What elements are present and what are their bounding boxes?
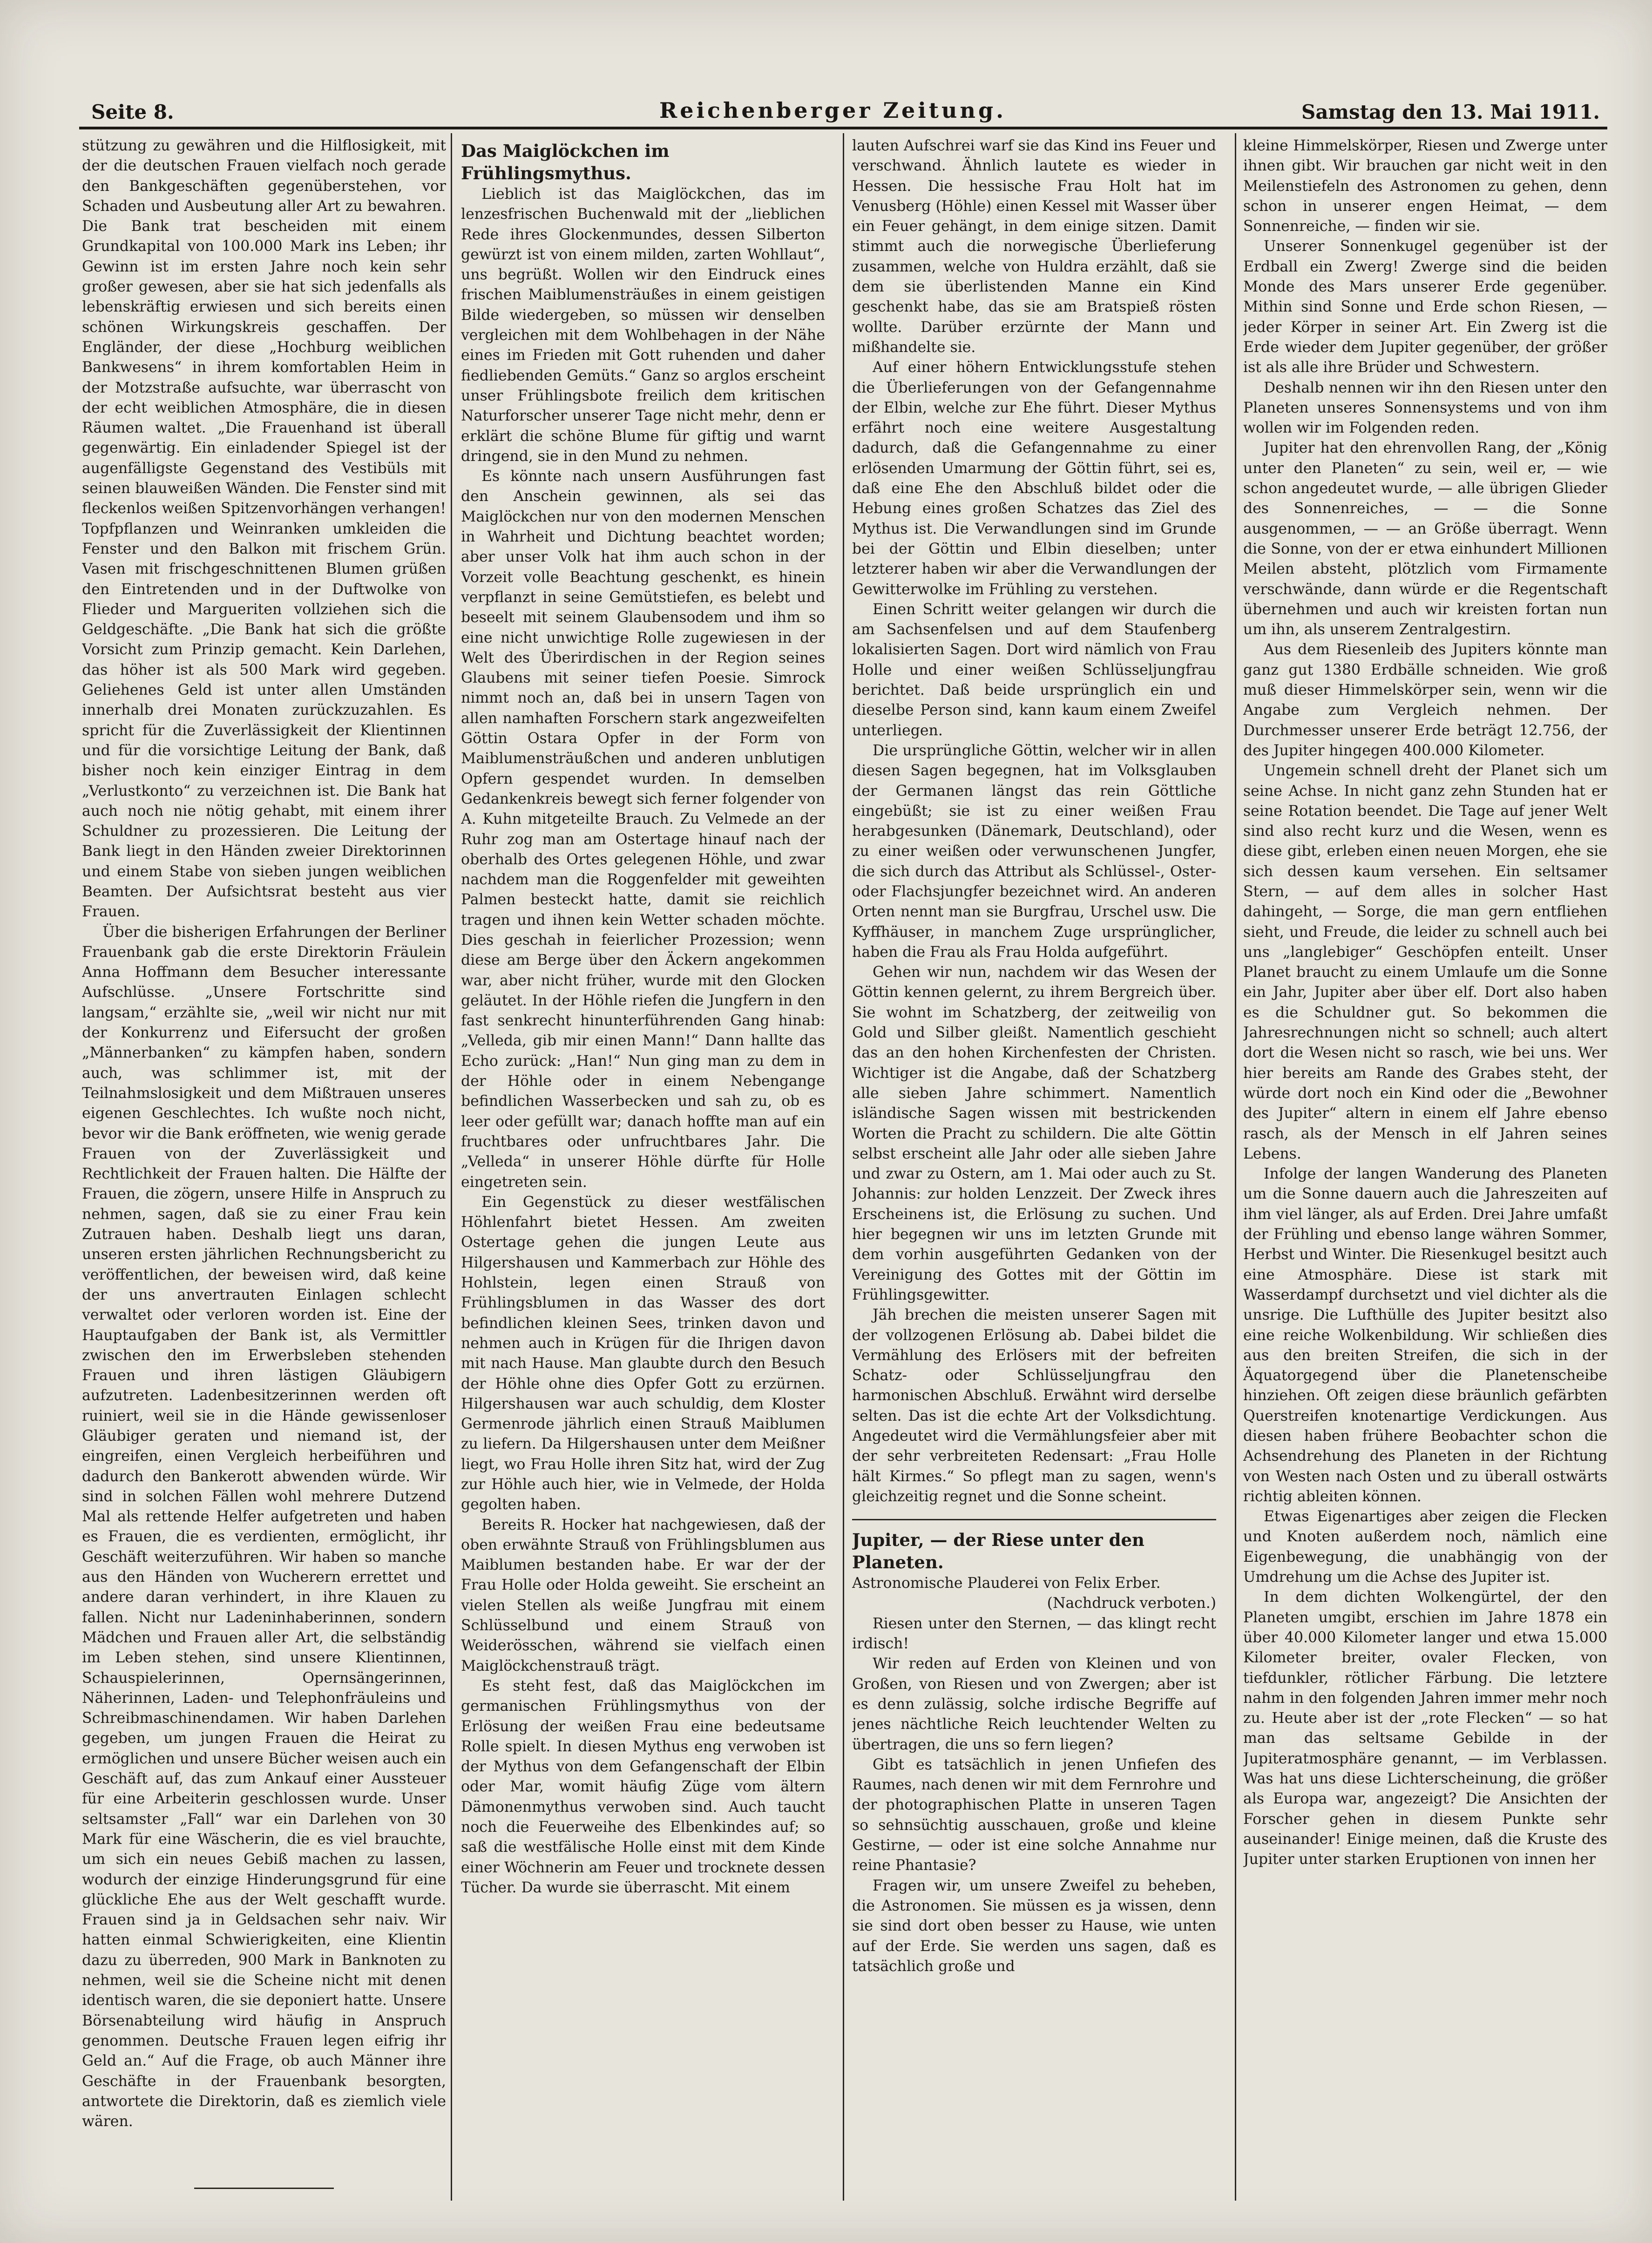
paragraph: Einen Schritt weiter gelangen wir durch die am Sachsenfelsen und auf dem Staufenberg lokalisierten Sagen. Dort wird nämlich von Frau Holle und einer weißen Schlüsseljungfrau berichtet. Daß beide ursprünglich ein und dieselbe Person sind, kann kaum einem Zweifel unterliegen. xyxy=(852,601,1216,739)
column-4 xyxy=(1243,136,1607,2222)
paragraph: Ein Gegenstück zu dieser westfälischen Höhlenfahrt bietet Hessen. Am zweiten Ostertage gehen die jungen Leute aus Hilgershausen und Kammerbach zur Höhle des Hohlstein, legen einen Strauß von Frühlingsblumen in das Wasser des dort befindlichen kleinen Sees, trinken davon und nehmen auch in Krügen für die Ihrigen davon mit nach Hause. Man glaubte durch den Besuch der Höhle ohne dies Opfer Gott zu erzürnen. Hilgershausen war auch schuldig, dem Kloster Germenrode jährlich einen Strauß Maiblumen zu liefern. Da Hilgershausen unter dem Meißner liegt, wo Frau Holle ihren Sitz hat, wird der Zug zur Höhle auch hier, wie in Velmede, der Holda gegolten haben. xyxy=(461,1193,825,1513)
page-number: Seite 8. xyxy=(91,101,174,123)
article-title: Das Maiglöckchen im Frühlingsmythus. xyxy=(461,141,670,183)
paragraph: lauten Aufschrei warf sie das Kind ins Feuer und verschwand. Ähnlich lautete es wieder in Hessen. Die hessische Frau Holt hat im Venusberg (Höhle) einen Kessel mit Wasser über ein Feuer gehängt, in dem einige sitzen. Damit stimmt auch die norwegische Überlieferung zusammen, welche von Huldra erzählt, daß sie dem sie überlistenden Manne ein Kind geschenkt habe, das sie am Bratspieß rösten wollte. Darüber erzürnte der Mann und mißhandelte sie. xyxy=(852,137,1216,356)
paragraph: Infolge der langen Wanderung des Planeten um die Sonne dauern auch die Jahreszeiten auf ihm viel länger, als auf Erden. Drei Jahre umfaßt der Frühling und ebenso lange währen Sommer, Herbst und Winter. Die Riesenkugel besitzt auch eine Atmosphäre. Diese ist stark mit Wasserdampf durchsetzt und viel dichter als die unsrige. Die Lufthülle des Jupiter besitzt also eine reiche Wolkenbildung. Wir schließen dies aus den breiten Streifen, die sich in der Äquatorgegend über die Planetenscheibe hinziehen. Oft zeigen diese bräunlich gefärbten Querstreifen knotenartige Verdickungen. Aus diesen haben frühere Beobachter schon die Achsendrehung des Planeten in der Richtung von Westen nach Osten und zu überall ostwärts richtig ableiten können. xyxy=(1243,1166,1607,1505)
column-3 xyxy=(852,136,1216,2222)
paragraph: Über die bisherigen Erfahrungen der Berliner Frauenbank gab die erste Direktorin Fräulein Anna Hoffmann dem Besucher interessante Aufschlüsse. „Unsere Fortschritte sind langsam,“ erzählte sie, „weil wir nicht nur mit der Konkurrenz und Eifersucht der großen „Männerbanken“ zu kämpfen haben, sondern auch, was schlimmer ist, mit der Teilnahmslosigkeit und dem Mißtrauen unseres eigenen Geschlechtes. Ich wußte noch nicht, bevor wir die Bank eröffneten, wie wenig gerade Frauen von der Zuverlässigkeit und Rechtlichkeit der Frauen halten. Die Hälfte der Frauen, die zögern, unsere Hilfe in Anspruch zu nehmen, sagen, daß sie zu einer Frau kein Zutrauen haben. Deshalb liegt uns daran, unseren ersten jährlichen Rechnungsbericht zu veröffentlichen, der beweisen wird, daß keine der uns anvertrauten Einlagen schlecht verwaltet oder verloren worden ist. Eine der Hauptaufgaben der Bank ist, als Vermittler zwischen den im Erwerbsleben stehenden Frauen und ihren lästigen Gläubigern aufzutreten. Ladenbesitzerinnen werden oft ruiniert, weil sie in die Hände gewissenloser Gläubiger geraten und niemand ist, der eingreifen, einen Vergleich herbeiführen und dadurch den Bankerott abwenden würde. Wir sind in solchen Fällen wohl mehrere Dutzend Mal als rettende Helfer aufgetreten und haben es Frauen, die es verdienten, ermöglicht, ihr Geschäft weiterzuführen. Wir haben so manche aus den Händen von Wucherern errettet und andere daran verhindert, in ihre Klauen zu fallen. Nicht nur Ladeninhaberinnen, sondern Mädchen und Frauen aller Art, die selbständig im Leben stehen, sind unsere Klientinnen, Schauspielerinnen, Opernsängerinnen, Näherinnen, Laden- und Telephonfräuleins und Schreibmaschinendamen. Wir haben Darlehen gegeben, um jungen Frauen die Heirat zu ermöglichen und unsere Bücher weisen auch ein Geschäft auf, das zum Ankauf einer Aussteuer für eine Arbeiterin geschlossen wurde. Unser seltsamster „Fall“ war ein Darlehen von 30 Mark für eine Wäscherin, die es viel brauchte, um sich ein neues Gebiß machen zu lassen, wodurch der einzige Hinderungsgrund für eine glückliche Ehe aus der Welt geschafft wurde. Frauen sind ja in Geldsachen sehr naiv. Wir hatten einmal Schwierigkeiten, eine Klientin dazu zu überreden, 900 Mark in Banknoten zu nehmen, weil sie die Scheine nicht mit denen identisch waren, die sie deponiert hatte. Unsere Börsenabteilung wird häufig in Anspruch genommen. Deutsche Frauen legen eifrig ihr Geld an.“ Auf die Frage, ob auch Männer ihre Geschäfte in der Frauenbank besorgten, antwortete die Direktorin, daß es ziemlich viele wären. xyxy=(82,923,446,2130)
column-rule xyxy=(1235,133,1236,2201)
article-subtitle: Astronomische Plauderei von Felix Erber. xyxy=(852,1575,1161,1592)
paragraph: Lieblich ist das Maiglöckchen, das im lenzesfrischen Buchenwald mit der „lieblichen Rede ihres Glockenmundes, dessen Silberton gewürzt ist von einem milden, zarten Wohllaut“, uns begrüßt. Wollen wir den Eindruck eines frischen Maiblumensträußes in einem geistigen Bilde wiedergeben, so müssen wir denselben vergleichen mit dem Wohlbehagen in der Nähe eines im Frieden mit Gott ruhenden und daher fiedliebenden Gemüts.“ Ganz so arglos erscheint unser Frühlingsbote freilich dem kritischen Naturforscher unserer Tage nicht mehr, denn er erklärt die schöne Blume für giftig und warnt dringend, sie in den Mund zu nehmen. xyxy=(461,186,825,465)
paragraph: Die ursprüngliche Göttin, welcher wir in allen diesen Sagen begegnen, hat im Volksglauben der Germanen längst das rein Göttliche eingebüßt; sie ist zu einer weißen Frau herabgesunken (Dänemark, Deutschland), oder zu einer weißen oder verwunschenen Jungfer, die sich durch das Attribut als Schlüssel-, Oster- oder Flachsjungfer bezeichnet wird. An anderen Orten nennt man sie Burgfrau, Urschel usw. Die Kyffhäuser, in manchem Zuge ursprünglicher, haben die Frau als Frau Holda aufgeführt. xyxy=(852,742,1216,961)
paragraph: Gehen wir nun, nachdem wir das Wesen der Göttin kennen gelernt, zu ihrem Bergreich über. Sie wohnt im Schatzberg, der zeitweilig von Gold und Silber gleißt. Namentlich geschieht das an den hohen Kirchenfesten der Christen. Wichtiger ist die Angabe, daß der Schatzberg alle sieben Jahre schimmert. Namentlich isländische Sagen wissen mit bestrickenden Worten die Pracht zu schildern. Die alte Göttin selbst erscheint alle Jahr oder alle sieben Jahre und zwar zu Ostern, am 1. Mai oder auch zu St. Johannis: zur holden Lenzzeit. Der Zweck ihres Erscheinens ist, die Erlösung zu suchen. Und hier begegnen wir uns im letzten Grunde mit dem vorhin ausgeführten Gedanken von der Vereinigung des Gottes mit der Göttin im Frühlingsgewitter. xyxy=(852,964,1216,1303)
paragraph: Deshalb nennen wir ihn den Riesen unter den Planeten unseres Sonnensystems und von ihm wollen wir im Folgenden reden. xyxy=(1243,379,1607,437)
column-2 xyxy=(461,140,825,2226)
paragraph: Etwas Eigenartiges aber zeigen die Flecken und Knoten außerdem noch, nämlich eine Eigenbewegung, die unabhängig von der Umdrehung um die Achse des Jupiter ist. xyxy=(1243,1508,1607,1586)
paragraph: Aus dem Riesenleib des Jupiters könnte man ganz gut 1380 Erdbälle schneiden. Wie groß muß dieser Himmelskörper sein, wenn wir die Angabe zum Vergleich nehmen. Der Durchmesser unserer Erde beträgt 12.756, der des Jupiter hingegen 400.000 Kilometer. xyxy=(1243,641,1607,759)
paragraph: stützung zu gewähren und die Hilflosigkeit, mit der die deutschen Frauen vielfach noch gerade den Bankgeschäften gegenüberstehen, vor Schaden und Ausbeutung aller Art zu bewahren. Die Bank trat bescheiden mit einem Grundkapital von 100.000 Mark ins Leben; ihr Gewinn ist im ersten Jahre noch kein sehr großer gewesen, aber sie hat sich jedenfalls als lebenskräftig erwiesen und sich bereits einen schönen Wirkungskreis geschaffen. Der Engländer, der diese „Hochburg weiblichen Bankwesens“ in ihrem komfortablen Heim in der Motzstraße aufsuchte, war überrascht von der echt weiblichen Atmosphäre, die in diesen Räumen waltet. „Die Frauenhand ist überall gegenwärtig. Ein einladender Spiegel ist der augenfälligste Gegenstand des Vestibüls mit seinen blauweißen Wänden. Die Fenster sind mit fleckenlos weißen Spitzenvorhängen verhangen! Topfpflanzen und Weinranken umkleiden die Fenster und den Balkon mit frischem Grün. Vasen mit frischgeschnittenen Blumen grüßen den Eintretenden und in der Duftwolke von Flieder und Margueriten vollziehen sich die Geldgeschäfte. „Die Bank hat sich die größte Vorsicht zum Prinzip gemacht. Kein Darlehen, das höher ist als 500 Mark wird gegeben. Geliehenes Geld ist unter allen Umständen innerhalb drei Monaten zurückzuzahlen. Es spricht für die Zuverlässigkeit der Klientinnen und für die vorsichtige Leitung der Bank, daß bisher noch kein einziger Eintrag in dem „Verlustkonto“ zu verzeichnen ist. Die Bank hat auch noch nie nötig gehabt, mit einem ihrer Schuldner zu prozessieren. Die Leitung der Bank liegt in den Händen zweier Direktorinnen und einem Stabe von sieben jungen weiblichen Beamten. Der Aufsichtsrat besteht aus vier Frauen. xyxy=(82,137,446,921)
reprint-note: (Nachdruck verboten.) xyxy=(1047,1595,1216,1612)
paragraph: Gibt es tatsächlich in jenen Unfiefen des Raumes, nach denen wir mit dem Fernrohre und der photographischen Platte in unseren Tagen so sehnsüchtig ausschauen, große und kleine Gestirne, — oder ist eine solche Annahme nur reine Phantasie? xyxy=(852,1756,1216,1874)
paragraph: Jupiter hat den ehrenvollen Rang, der „König unter den Planeten“ zu sein, weil er, — wie schon angedeutet wurde, — alle übrigen Glieder des Sonnenreiches, — — die Sonne ausgenommen, — — an Größe überragt. Wenn die Sonne, von der er etwa einhundert Millionen Meilen absteht, plötzlich vom Firmamente verschwände, dann würde er die Regentschaft übernehmen und auch wir kreisten fortan nun um ihn, als unserem Zentralgestirn. xyxy=(1243,440,1607,638)
article-end-rule xyxy=(194,2188,334,2189)
header-rule xyxy=(79,127,1607,129)
paragraph: Wir reden auf Erden von Kleinen und von Großen, von Riesen und von Zwergen; aber ist es denn zulässig, solche irdische Begriffe auf jenes nächtliche Reich leuchtender Welten zu übertragen, die uns so fern liegen? xyxy=(852,1655,1216,1753)
paragraph: Es könnte nach unsern Ausführungen fast den Anschein gewinnen, als sei das Maiglöckchen nur von den modernen Menschen in Wahrheit und Dichtung beachtet worden; aber unser Volk hat ihm auch schon in der Vorzeit volle Beachtung geschenkt, es hinein verpflanzt in seine Gemütstiefen, es belebt und beseelt mit seinem Glaubensodem und ihm so eine nicht unwichtige Rolle zugewiesen in der Welt des Überirdischen in der Region seines Glaubens mit seiner tiefen Poesie. Simrock nimmt noch an, daß bei in unsern Tagen von allen namhaften Forschern stark angezweifelten Göttin Ostara Opfer in der Form von Maiblumensträußchen und anderen unblutigen Opfern gespendet wurden. In demselben Gedankenkreis bewegt sich ferner folgender von A. Kuhn mitgeteilte Brauch. Zu Velmede an der Ruhr zog man am Ostertage hinauf nach der oberhalb des Ortes gelegenen Höhle, und zwar nachdem man die Roggenfelder mit geweihten Palmen besteckt hatte, damit sie reichlich tragen und ihnen kein Wetter schaden möchte. Dies geschah in feierlicher Prozession; wenn diese am Berge über den Äckern angekommen war, aber nicht früher, wurde mit den Glocken geläutet. In der Höhle riefen die Jungfern in den fast senkrecht hinunterführenden Gang hinab: „Velleda, gib mir einen Mann!“ Dann hallte das Echo zurück: „Han!“ Nun ging man zu dem in der Höhle oder in einem Nebengange befindlichen Wasserbecken und sah zu, ob es leer oder gefüllt war; danach hoffte man auf ein fruchtbares oder unfruchtbares Jahr. Die „Velleda“ in unserer Höhle dürfte für Holle eingetreten sein. xyxy=(461,468,825,1191)
paragraph: Unserer Sonnenkugel gegenüber ist der Erdball ein Zwerg! Zwerge sind die beiden Monde des Mars unserer Erde gegenüber. Mithin sind Sonne und Erde schon Riesen, — jeder Körper in seiner Art. Ein Zwerg ist die Erde wieder dem Jupiter gegenüber, der größer ist als alle ihre Brüder und Schwestern. xyxy=(1243,238,1607,376)
paragraph: kleine Himmelskörper, Riesen und Zwerge unter ihnen gibt. Wir brauchen gar nicht weit in den Meilenstiefeln des Astronomen zu gehen, denn schon in unserer engen Heimat, — dem Sonnenreiche, — finden wir sie. xyxy=(1243,137,1607,235)
issue-date: Samstag den 13. Mai 1911. xyxy=(1301,101,1600,123)
newspaper-title: Reichenberger Zeitung. xyxy=(659,98,1007,123)
paragraph: Jäh brechen die meisten unserer Sagen mit der vollzogenen Erlösung ab. Dabei bildet die Vermählung des Erlösers mit der befreiten Schatz- oder Schlüsseljungfrau den harmonischen Abschluß. Erwähnt wird derselbe selten. Das ist die echte Art der Volksdichtung. Angedeutet wird die Vermählungsfeier aber mit der sehr verbreiteten Redensart: „Frau Holle hält Kirmes.“ So pflegt man zu sagen, wenn's gleichzeitig regnet und die Sonne scheint. xyxy=(852,1307,1216,1505)
paragraph: Ungemein schnell dreht der Planet sich um seine Achse. In nicht ganz zehn Stunden hat er seine Rotation beendet. Die Tage auf jener Welt sind also recht kurz und die Wesen, wenn es diese gibt, erleben einen neuen Morgen, ehe sie sich dessen kaum versehen. Ein seltsamer Stern, — auf dem alles in solcher Hast dahingeht, — Sorge, die man gern entfliehen sieht, und Freude, die leider zu schnell auch bei uns „langlebiger“ Geschöpfen enteilt. Unser Planet braucht zu einem Umlaufe um die Sonne ein Jahr, Jupiter aber über elf. Dort also haben es die Schuldner gut. So bekommen die Jahresrechnungen nicht so schnell; auch altert dort die Wesen nicht so rasch, wie bei uns. Wer hier bereits am Rande des Grabes steht, der würde dort noch ein Kind oder die „Bewohner des Jupiter“ altern in einem elf Jahre ebenso rasch, als der Mensch in elf Jahren seines Lebens. xyxy=(1243,762,1607,1162)
paragraph: In dem dichten Wolkengürtel, der den Planeten umgibt, erschien im Jahre 1878 ein über 40.000 Kilometer langer und etwa 15.000 Kilometer breiter, ovaler Flecken, von tiefdunkler, rötlicher Färbung. Die letztere nahm in den folgenden Jahren immer mehr noch zu. Heute aber ist der „rote Flecken“ — so hat man das seltsame Gebilde in der Jupiteratmosphäre genannt, — im Verblassen. Was hat uns diese Lichterscheinung, die größer als Europa war, angezeigt? Die Ansichten der Forscher gehen in diesem Punkte sehr auseinander! Einige meinen, daß die Kruste des Jupiter unter starken Eruptionen von innen her xyxy=(1243,1589,1607,1868)
paragraph: Bereits R. Hocker hat nachgewiesen, daß der oben erwähnte Strauß von Frühlingsblumen aus Maiblumen bestanden habe. Er war der der Frau Holle oder Holda geweiht. Sie erscheint an vielen Stellen als weiße Jungfrau mit einem Schlüsselbund und einem Strauß von Weiderösschen, während sie vielfach einen Maiglöckchenstrauß trägt. xyxy=(461,1516,825,1674)
paragraph: Riesen unter den Sternen, — das klingt recht irdisch! xyxy=(852,1615,1216,1653)
paragraph: Fragen wir, um unsere Zweifel zu beheben, die Astronomen. Sie müssen es ja wissen, denn sie sind dort oben besser zu Hause, wie unten auf der Erde. Sie werden uns sagen, daß es tatsächlich große und xyxy=(852,1877,1216,1975)
paragraph: Auf einer höhern Entwicklungsstufe stehen die Überlieferungen von der Gefangennahme der Elbin, welche zur Ehe führt. Dieser Mythus erfährt noch eine weitere Ausgestaltung dadurch, daß die Gefangennahme zu einer erlösenden Umarmung der Göttin führt, sei es, daß eine Ehe den Abschluß bildet oder die Hebung eines großen Schatzes das Ziel des Mythus ist. Die Verwandlungen sind im Grunde bei der Göttin und Elbin dieselben; unter letzterer haben wir aber die Verwandlungen der Gewitterwolke im Frühling zu verstehen. xyxy=(852,359,1216,598)
column-rule xyxy=(451,133,452,2201)
column-1 xyxy=(82,136,446,2222)
paragraph: Es steht fest, daß das Maiglöckchen im germanischen Frühlingsmythus von der Erlösung der weißen Frau eine bedeutsame Rolle spielt. In diesen Mythus eng verwoben ist der Mythus von dem Gefangenschaft der Elbin oder Mar, womit häufig Züge vom ältern Dämonenmythus verwoben sind. Auch taucht noch die Feuerweihe des Elbenkindes auf; so saß die westfälische Holle einst mit dem Kinde einer Wöchnerin am Feuer und trocknete dessen Tücher. Da wurde sie überrascht. Mit einem xyxy=(461,1677,825,1896)
page-header xyxy=(91,96,1600,129)
column-rule xyxy=(843,133,844,2201)
article-title: Jupiter, — der Riese unter den Planeten. xyxy=(852,1530,1144,1573)
article-separator xyxy=(852,1519,1216,1520)
